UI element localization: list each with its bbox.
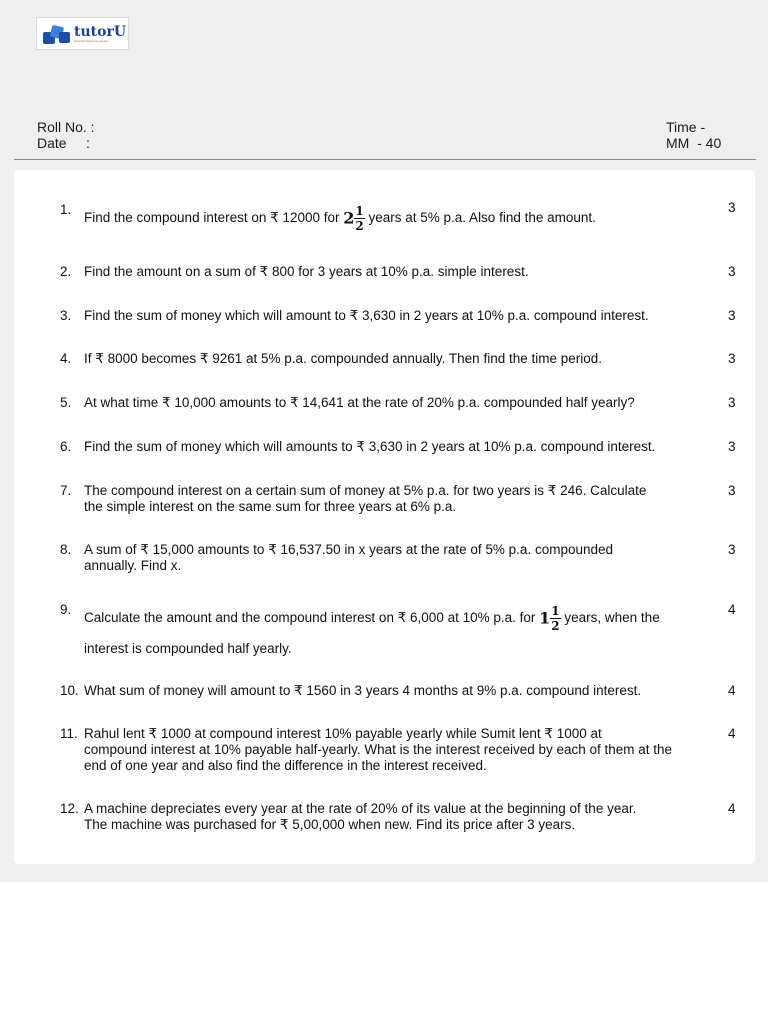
max-marks-label: MM - 40	[666, 135, 722, 151]
time-label: Time -	[666, 119, 706, 135]
header-divider	[14, 159, 756, 160]
fraction: 2 $\frac{1}{2}$	[343, 204, 364, 233]
question-marks: 4	[728, 683, 736, 698]
question-number: 1.	[60, 202, 72, 217]
roll-no-label: Roll No. :	[37, 119, 95, 135]
question-marks: 3	[728, 439, 736, 454]
question-number: 5.	[60, 395, 72, 410]
question-number: 9.	[60, 602, 72, 617]
question-marks: 4	[728, 801, 736, 816]
question-number: 3.	[60, 308, 72, 323]
question-text: Find the sum of money which will amount to ₹ 3,630 in 2 years at 10% p.a. compound interest.	[84, 308, 649, 323]
question-number: 7.	[60, 483, 72, 498]
question-text: Find the sum of money which will amounts to ₹ 3,630 in 2 years at 10% p.a. compound interest.	[84, 439, 656, 454]
question-text: Rahul lent ₹ 1000 at compound interest 10% payable yearly while Sumit lent ₹ 1000 at compound interest at 10% payable half-yearly. What is the interest received by each of them at the end of one year and also find the difference in the interest received.	[84, 726, 673, 773]
question-number: 8.	[60, 542, 72, 557]
question-text: Calculate the amount and the compound interest on ₹ 6,000 at 10% p.a. for 1 $\frac{1}{2}$ years, when the interest is compounded half yearly.	[84, 604, 660, 656]
blank-area	[0, 882, 768, 1024]
question-marks: 3	[728, 264, 736, 279]
question-marks: 3	[728, 542, 736, 557]
question-number: 6.	[60, 439, 72, 454]
question-marks: 3	[728, 395, 736, 410]
question-text: The compound interest on a certain sum of money at 5% p.a. for two years is ₹ 246. Calculate the simple interest on the same sum for three years at 6% p.a.	[84, 483, 647, 514]
cubes-logo-icon	[41, 22, 71, 46]
question-marks: 3	[728, 200, 736, 215]
question-text: What sum of money will amount to ₹ 1560 in 3 years 4 months at 9% p.a. compound interest.	[84, 683, 642, 698]
question-number: 10.	[60, 683, 79, 698]
question-text: A sum of ₹ 15,000 amounts to ₹ 16,537.50 in x years at the rate of 5% p.a. compounded annually. Find x.	[84, 542, 614, 573]
logo-name: tutorU	[74, 23, 127, 40]
question-marks: 3	[728, 483, 736, 498]
question-text: Find the compound interest on ₹ 12000 for 2 $\frac{1}{2}$ years at 5% p.a. Also find the amount.	[84, 204, 596, 233]
date-label: Date :	[37, 135, 90, 151]
question-number: 4.	[60, 351, 72, 366]
question-number: 2.	[60, 264, 72, 279]
questions-card	[14, 170, 755, 864]
question-text: At what time ₹ 10,000 amounts to ₹ 14,641 at the rate of 20% p.a. compounded half yearly?	[84, 395, 635, 410]
question-text: Find the amount on a sum of ₹ 800 for 3 years at 10% p.a. simple interest.	[84, 264, 529, 279]
question-marks: 3	[728, 351, 736, 366]
question-marks: 3	[728, 308, 736, 323]
fraction: 1 $\frac{1}{2}$	[539, 604, 560, 633]
logo-tagline: tutorial learning portal	[74, 38, 108, 43]
question-text: If ₹ 8000 becomes ₹ 9261 at 5% p.a. compounded annually. Then find the time period.	[84, 351, 603, 366]
question-number: 11.	[60, 726, 78, 741]
tutoru-logo	[36, 17, 129, 50]
question-marks: 4	[728, 726, 736, 741]
question-number: 12.	[60, 801, 79, 816]
question-text: A machine depreciates every year at the rate of 20% of its value at the beginning of the year. The machine was purchased for ₹ 5,00,000 when new. Find its price after 3 years.	[84, 801, 637, 832]
question-marks: 4	[728, 602, 736, 617]
